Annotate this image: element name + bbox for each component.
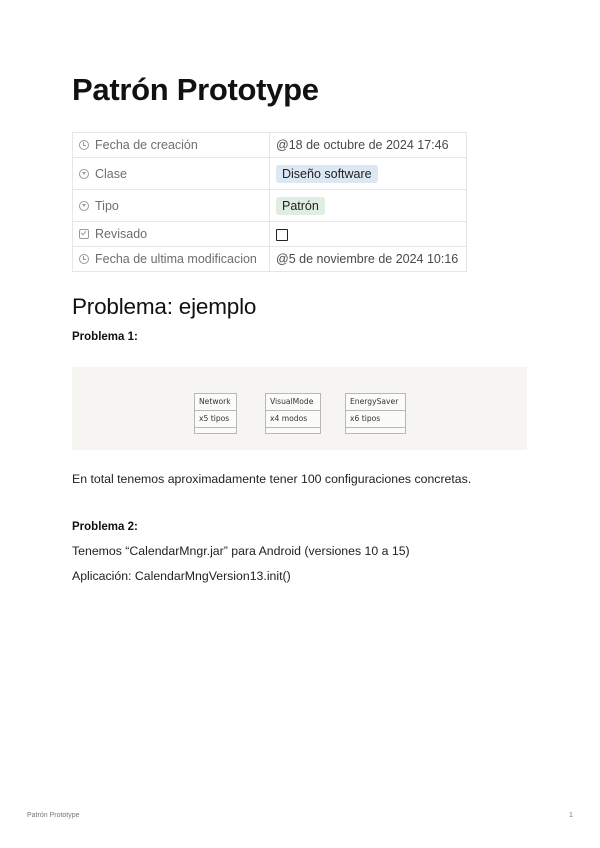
uml-class-network xyxy=(194,393,237,434)
uml-class-name: VisualMode xyxy=(266,394,320,411)
property-key: Fecha de ultima modificacion xyxy=(95,252,257,266)
property-row-revisado xyxy=(73,222,467,247)
clock-icon xyxy=(79,140,89,150)
problem1-text: En total tenemos aproximadamente tener 100 configuraciones concretas. xyxy=(72,472,472,486)
problem1-label: Problema 1: xyxy=(72,331,138,343)
tipo-tag[interactable]: Patrón xyxy=(276,197,325,215)
property-row-tipo xyxy=(73,190,467,222)
properties-table xyxy=(72,132,467,272)
problem2-line-1: Tenemos “CalendarMngr.jar” para Android (versiones 10 a 15) xyxy=(72,544,410,558)
modified-date-value[interactable]: @5 de noviembre de 2024 10:16 xyxy=(276,252,459,266)
created-date-value[interactable]: @18 de octubre de 2024 17:46 xyxy=(276,138,449,152)
uml-class-attribute: x6 tipos xyxy=(346,411,405,428)
clase-tag[interactable]: Diseño software xyxy=(276,165,378,183)
uml-class-visualmode xyxy=(265,393,321,434)
uml-class-name: EnergySaver xyxy=(346,394,405,411)
property-row-clase xyxy=(73,158,467,190)
uml-diagram-image xyxy=(72,367,527,450)
footer-doc-name: Patrón Prototype xyxy=(27,812,80,819)
problem2-label: Problema 2: xyxy=(72,521,138,533)
footer-page-number: 1 xyxy=(569,812,573,819)
checkbox-icon xyxy=(79,229,89,239)
select-icon xyxy=(79,169,89,179)
property-row-created xyxy=(73,133,467,158)
uml-class-attribute: x4 modos xyxy=(266,411,320,428)
property-key: Clase xyxy=(95,166,127,181)
select-icon xyxy=(79,201,89,211)
property-row-modified xyxy=(73,247,467,272)
property-key: Tipo xyxy=(95,198,119,213)
uml-class-energysaver xyxy=(345,393,406,434)
property-key: Fecha de creación xyxy=(95,138,198,152)
property-key: Revisado xyxy=(95,227,148,241)
problem2-line-2: Aplicación: CalendarMngVersion13.init() xyxy=(72,569,291,583)
clock-icon xyxy=(79,254,89,264)
revisado-checkbox[interactable] xyxy=(276,229,288,241)
section-heading: Problema: ejemplo xyxy=(72,294,257,319)
uml-class-name: Network xyxy=(195,394,236,411)
page-title: Patrón Prototype xyxy=(72,72,319,107)
uml-class-attribute: x5 tipos xyxy=(195,411,236,428)
